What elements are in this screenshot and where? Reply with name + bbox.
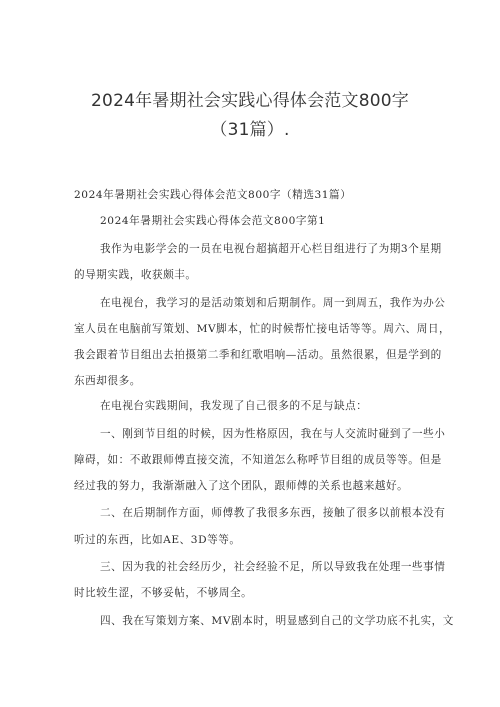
- paragraph-line: 室人员在电脑前写策划、MV脚本，忙的时候帮忙接电话等等。周六、周日，: [74, 323, 451, 335]
- paragraph-line: 我作为电影学会的一员在电视台超搞超开心栏目组进行了为期3个星期: [100, 243, 442, 255]
- document-subtitle: 2024年暑期社会实践心得体会范文800字（精选31篇）: [74, 189, 352, 201]
- paragraph-line: 时比较生涩，不够妥帖，不够周全。: [74, 587, 253, 599]
- paragraph-line: 在电视台，我学习的是活动策划和后期制作。周一到周五，我作为办公: [100, 297, 446, 309]
- paragraph-line: 东西却很多。: [74, 375, 141, 387]
- paragraph-line: 三、因为我的社会经历少，社会经验不足，所以导致我在处理一些事情: [100, 561, 446, 573]
- paragraph-line: 在电视台实践期间，我发现了自己很多的不足与缺点：: [100, 400, 368, 412]
- paragraph-line: 四、我在写策划方案、MV剧本时，明显感到自己的文学功底不扎实，文: [100, 615, 454, 627]
- section-heading: 2024年暑期社会实践心得体会范文800字第1: [100, 215, 326, 227]
- document-title-suffix: （31篇）.: [210, 120, 290, 140]
- paragraph-line: 障碍，如：不敢跟师傅直接交流，不知道怎么称呼节目组的成员等等。但是: [74, 454, 442, 466]
- paragraph-line: 经过我的努力，我渐渐融入了这个团队，跟师傅的关系也越来越好。: [74, 480, 409, 492]
- document-title: 2024年暑期社会实践心得体会范文800字: [91, 91, 409, 111]
- paragraph-line: 一、刚到节目组的时候，因为性格原因，我在与人交流时碰到了一些小: [100, 428, 446, 440]
- paragraph-line: 二、在后期制作方面，师傅教了我很多东西，接触了很多以前根本没有: [100, 507, 446, 519]
- paragraph-line: 听过的东西，比如AE、3D等等。: [74, 534, 241, 546]
- paragraph-line: 我会跟着节目组出去拍摄第二季和红歌唱响—活动。虽然很累，但是学到的: [74, 349, 442, 361]
- paragraph-line: 的导期实践，收获颇丰。: [74, 269, 197, 281]
